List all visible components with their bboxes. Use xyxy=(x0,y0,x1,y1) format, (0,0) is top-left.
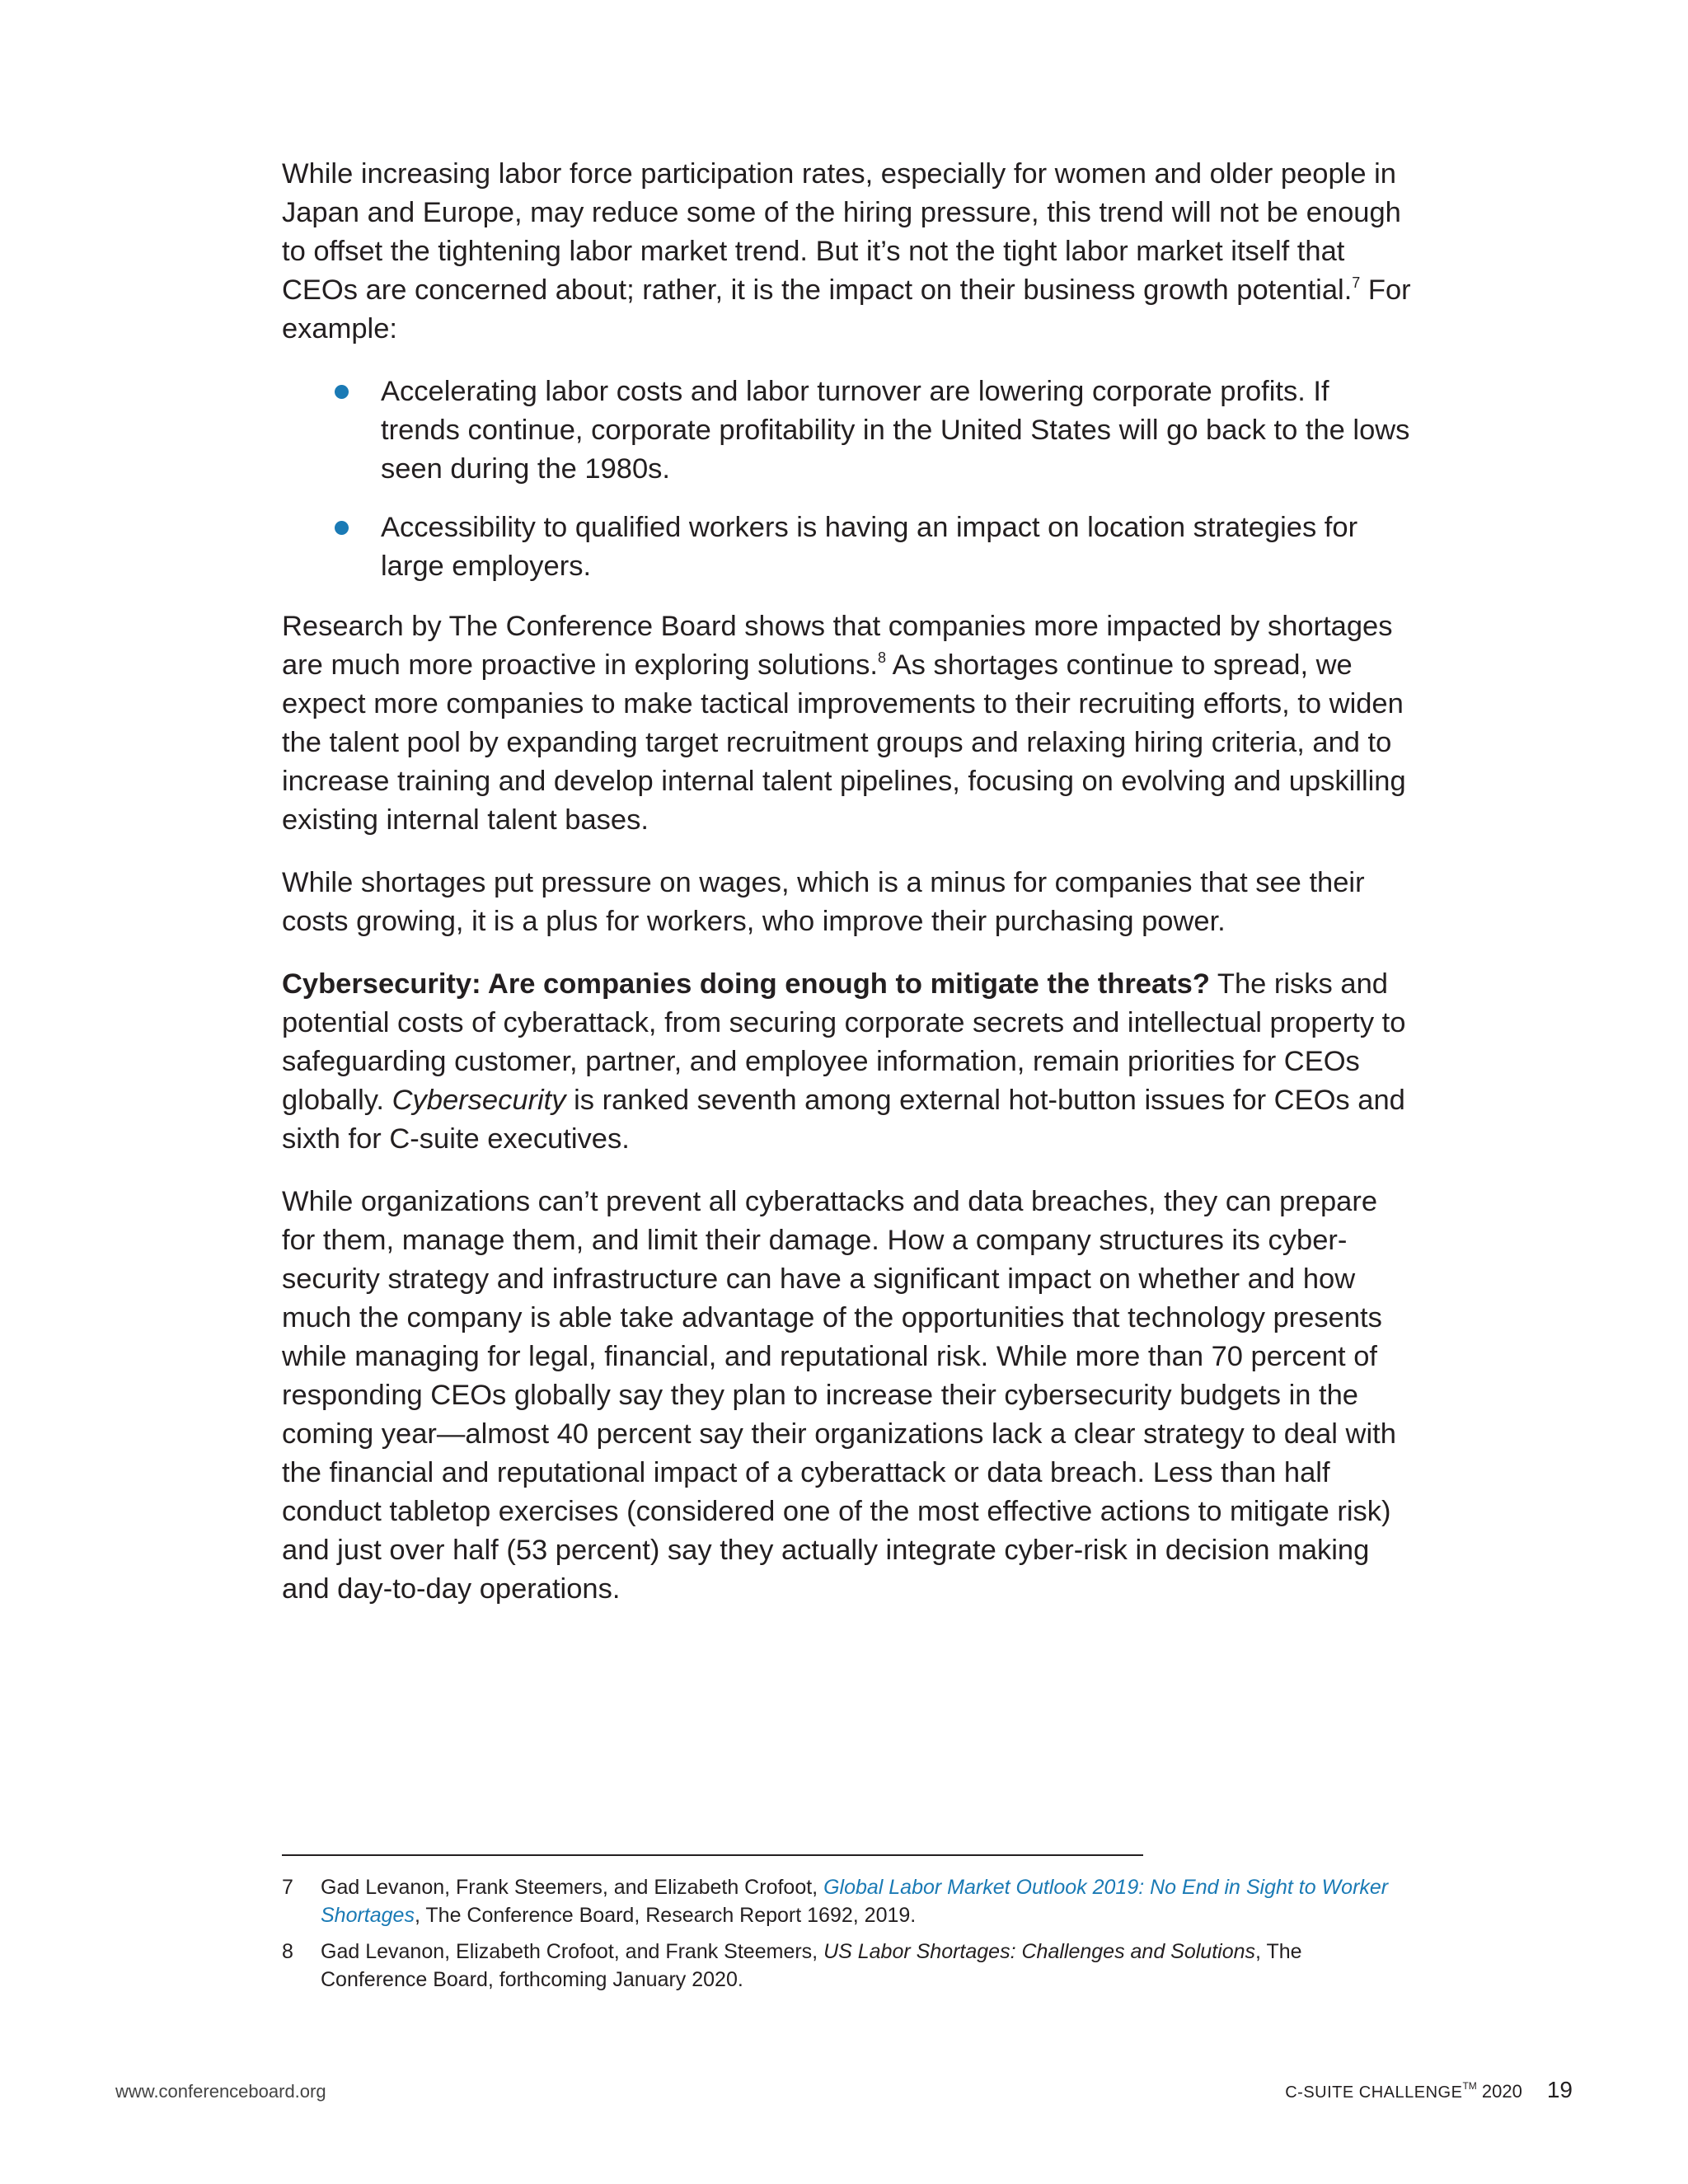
paragraph-cyberattacks: While organizations can’t prevent all cyberattacks and data breaches, they can prepare for them, manage them, and limit their damage. How a company structures its cyber-security strategy and infrastructure can have a significant impact on whether and how much the company is able take advantage of the opportunities that technology presents while managing for legal, financial, and reputational risk. While more than 70 percent of responding CEOs globally say they plan to increase their cybersecurity budgets in the coming year—almost 40 percent say their organizations lack a clear strategy to deal with the financial and reputational impact of a cyberattack or data breach. Less than half conduct tabletop exercises (considered one of the most effective actions to mitigate risk) and just over half (53 percent) say they actually integrate cyber-risk in decision making and day-to-day operations. xyxy=(282,1186,1396,1605)
paragraph-labor-participation: While increasing labor force participation rates, especially for women and older people in Japan and Europe, may reduce some of the hiring pressure, this trend will not be enough to offset the tightening labor market trend. But it’s not the tight labor market itself that CEOs are concerned about; rather, it is the impact on their business growth potential.$^7$ For example: xyxy=(282,158,1411,344)
footnote-number: 8 xyxy=(282,1940,293,1963)
bullet-icon xyxy=(335,385,349,399)
bullet-icon xyxy=(335,521,349,535)
footnote-ref-8[interactable]: 8 xyxy=(877,649,886,666)
paragraph-wages: While shortages put pressure on wages, which is a minus for companies that see their costs growing, it is a plus for workers, who improve their purchasing power. xyxy=(282,867,1365,937)
footnote-8: 8 Gad Levanon, Elizabeth Crofoot, and Frank Steemers, US Labor Shortages: Challenges and Solutions, The Conference Board, forthcoming January 2020. xyxy=(282,1938,1411,1994)
paragraph-research: Research by The Conference Board shows that companies more impacted by shortages are much more proactive in exploring solutions.$^8$ As shortages continue to spread, we expect more companies to make tactical improvements to their recruiting efforts, to widen the talent pool by expanding target recruitment groups and relaxing hiring criteria, and to increase training and develop internal talent pipelines, focusing on evolving and upskilling existing internal talent bases. xyxy=(282,611,1406,836)
footnote-divider xyxy=(282,1854,1143,1856)
main-content xyxy=(282,155,1411,1633)
footnote-number: 7 xyxy=(282,1876,293,1899)
list-item: Accelerating labor costs and labor turnover are lowering corporate profits. If trends continue, corporate profitability in the United States will go back to the lows seen during the 1980s. xyxy=(282,373,1411,489)
section-heading: Cybersecurity: Are companies doing enough to mitigate the threats? xyxy=(282,968,1210,1000)
footnote-ref-7[interactable]: 7 xyxy=(1352,274,1361,291)
list-item: Accessibility to qualified workers is having an impact on location strategies for large employers. xyxy=(282,509,1411,586)
footer-url[interactable]: www.conferenceboard.org xyxy=(115,2081,326,2102)
bullet-list xyxy=(282,373,1411,586)
page-number: 19 xyxy=(1546,2077,1573,2102)
paragraph-cybersecurity: Cybersecurity: Are companies doing enough to mitigate the threats? The risks and potential costs of cyberattack, from securing corporate secrets and intellectual property to safeguarding customer, partner, and employee information, remain priorities for CEOs globally. Cybersecurity is ranked seventh among external hot-button issues for CEOs and sixth for C-suite executives. xyxy=(282,968,1406,1155)
footer-title: C-SUITE CHALLENGE™ 2020 19 xyxy=(1285,2077,1573,2102)
footnote-link[interactable]: Global Labor Market Outlook 2019: No End in Sight to Worker Shortages xyxy=(321,1876,1389,1927)
footnotes xyxy=(282,1873,1411,2002)
footnote-7: 7 Gad Levanon, Frank Steemers, and Elizabeth Crofoot, Global Labor Market Outlook 2019: No End in Sight to Worker Shortages, The Conference Board, Research Report 1692, 2019. xyxy=(282,1873,1411,1929)
